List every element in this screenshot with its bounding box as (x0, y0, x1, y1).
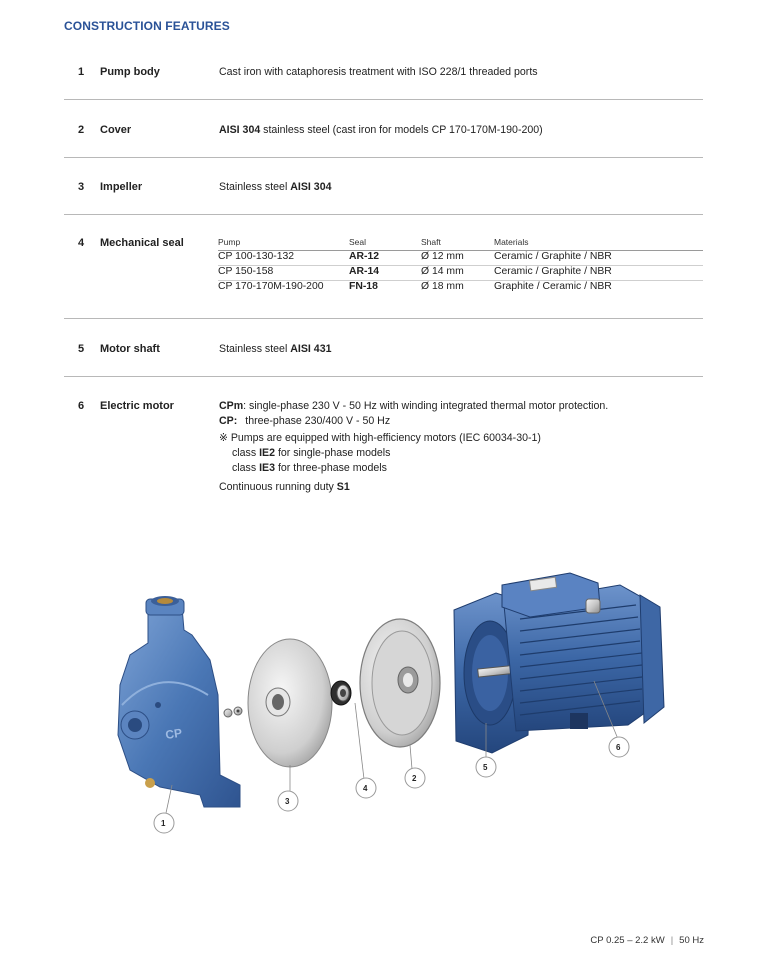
feature-label: Cover (100, 124, 132, 136)
value-bold: CP: (219, 415, 238, 427)
callout-1 (154, 813, 174, 833)
motor-line (219, 400, 608, 412)
motor-line (232, 462, 387, 474)
callout-label: 4 (363, 784, 368, 793)
motor-line (219, 481, 350, 493)
page-title: CONSTRUCTION FEATURES (64, 19, 230, 33)
table-cell: FN-18 (349, 281, 378, 292)
value-bold: IE2 (259, 447, 275, 459)
value-text: : single-phase 230 V - 50 Hz with winding integrated thermal motor protection. (243, 400, 609, 412)
divider (64, 318, 703, 319)
value-bold: CPm (219, 400, 244, 412)
table-header: Seal (349, 237, 367, 247)
value-text: Stainless steel (219, 181, 291, 193)
value-bold: S1 (336, 481, 350, 493)
footer-separator: | (670, 935, 674, 946)
motor-line (232, 447, 390, 459)
feature-label: Motor shaft (100, 343, 160, 355)
table-cell: Ø 12 mm (421, 251, 464, 262)
callout-label: 1 (161, 819, 166, 828)
table-header: Shaft (421, 237, 441, 247)
feature-number: 6 (78, 400, 85, 412)
divider (64, 376, 703, 377)
value-text: class (232, 447, 260, 459)
callout-label: 5 (483, 763, 488, 772)
callout-2 (405, 768, 425, 788)
cover-part (360, 619, 440, 769)
value-bold: AISI 304 (290, 181, 332, 193)
feature-label: Impeller (100, 181, 143, 193)
feature-number: 5 (78, 343, 85, 355)
footer-range: CP 0.25 – 2.2 kW (590, 935, 665, 946)
table-cell: CP 170-170M-190-200 (218, 281, 324, 292)
table-cell: Graphite / Ceramic / NBR (494, 281, 612, 292)
feature-label: Pump body (100, 66, 160, 78)
impeller-nut-part (224, 707, 242, 717)
feature-value (219, 124, 703, 136)
value-text: class (232, 462, 260, 474)
feature-label: Electric motor (100, 400, 174, 412)
callout-label: 2 (412, 774, 417, 783)
value-text: for single-phase models (275, 447, 391, 459)
callout-4 (356, 778, 376, 798)
callout-label: 3 (285, 797, 290, 806)
footer-frequency: 50 Hz (679, 935, 704, 946)
motor-line (219, 432, 541, 444)
feature-value: Cast iron with cataphoresis treatment with ISO 228/1 threaded ports (219, 66, 538, 78)
value-text: Stainless steel (219, 343, 291, 355)
feature-number: 1 (78, 66, 85, 78)
mechanical-seal-part (331, 681, 364, 779)
value-bold: AISI 304 (219, 124, 261, 136)
value-bold: AISI 431 (290, 343, 332, 355)
value-text: ※ Pumps are equipped with high-efficiency motors (IEC 60034-30-1) (219, 432, 541, 444)
divider (64, 214, 703, 215)
feature-value (219, 181, 703, 193)
feature-label: Mechanical seal (100, 237, 184, 249)
pump-logo-text: CP (164, 725, 183, 742)
table-cell: Ø 18 mm (421, 281, 464, 292)
value-text: three-phase 230/400 V - 50 Hz (245, 415, 391, 427)
table-cell: AR-14 (349, 266, 380, 277)
table-cell: Ø 14 mm (421, 266, 464, 277)
table-header: Pump (218, 237, 241, 247)
table-cell: Ceramic / Graphite / NBR (494, 251, 612, 262)
motor-line (219, 415, 390, 427)
footer (590, 935, 704, 946)
callout-5 (476, 757, 496, 777)
pump-body-part (118, 596, 240, 813)
value-text: Continuous running duty (219, 481, 337, 493)
callout-label: 6 (616, 743, 621, 752)
table-cell: AR-12 (349, 251, 380, 262)
divider (64, 157, 703, 158)
impeller-part (248, 639, 332, 793)
feature-value (219, 343, 703, 355)
table-cell: CP 150-158 (218, 266, 274, 277)
value-text: for three-phase models (275, 462, 387, 474)
feature-number: 4 (78, 237, 85, 249)
callout-3 (278, 791, 298, 811)
callout-6 (609, 737, 629, 757)
table-cell: CP 100-130-132 (218, 251, 295, 262)
divider (64, 99, 703, 100)
feature-number: 3 (78, 181, 85, 193)
value-text: stainless steel (cast iron for models CP 170-170M-190-200) (260, 124, 543, 136)
table-cell: Ceramic / Graphite / NBR (494, 266, 612, 277)
electric-motor-part (454, 573, 664, 759)
feature-number: 2 (78, 124, 85, 136)
table-header: Materials (494, 237, 529, 247)
exploded-pump-illustration (100, 555, 680, 845)
value-bold: IE3 (259, 462, 275, 474)
